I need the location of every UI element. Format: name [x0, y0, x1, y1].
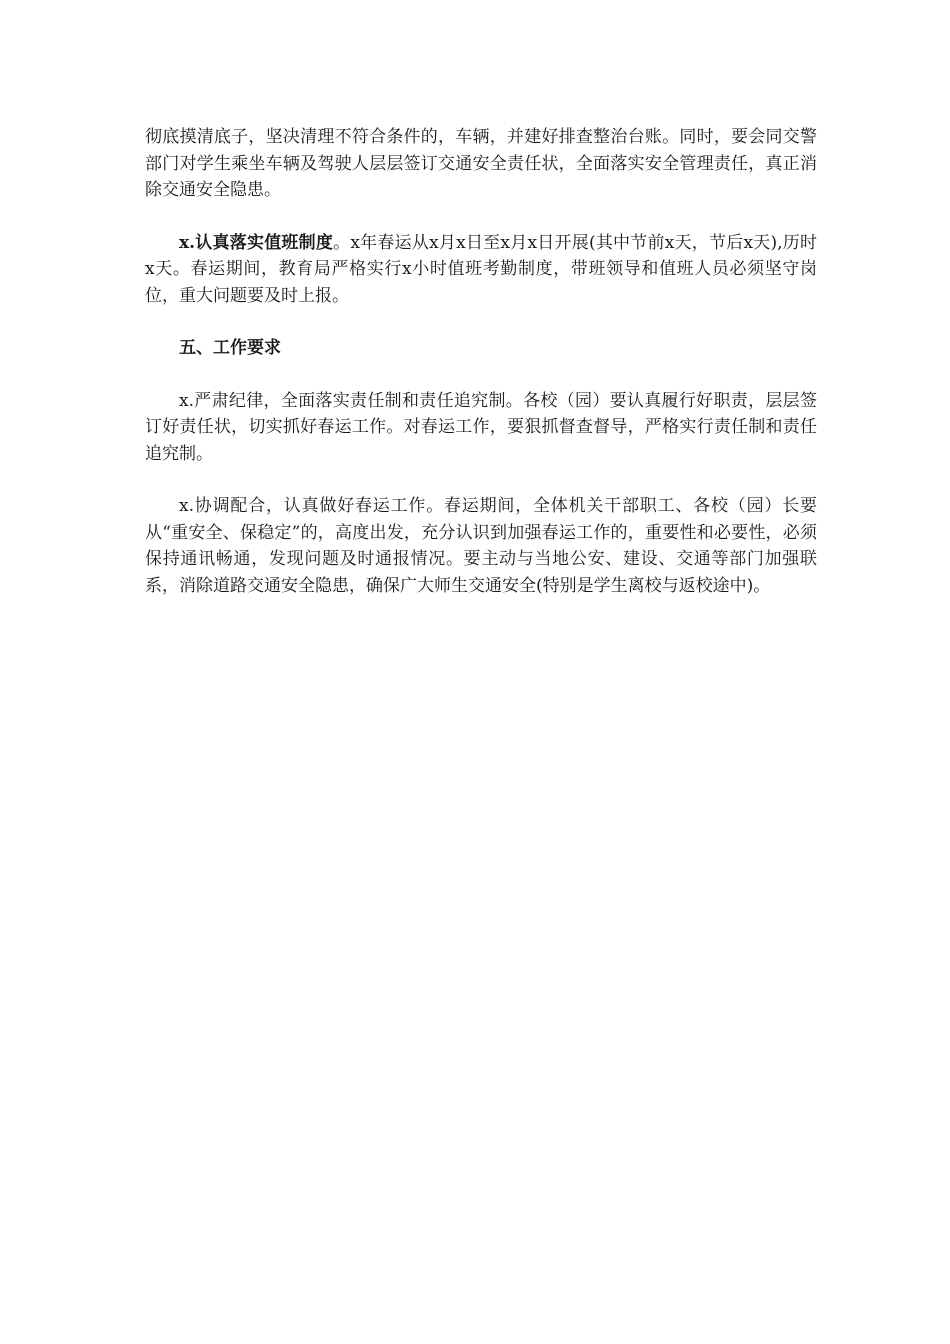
paragraph-gap [145, 362, 817, 388]
section-heading-work-requirements: 五、工作要求 [179, 338, 281, 358]
duty-system-body: 。x年春运从x月x日至x月x日开展(其中节前x天，节后x天),历时x天。春运期间，教育局严格实行x小时值班考勤制度，带班领导和值班人员必须坚守岗位，重大问题要及时上报。 [145, 232, 818, 306]
paragraph-duty-system [145, 230, 817, 310]
duty-system-lead: x.认真落实值班制度 [179, 232, 334, 253]
paragraph-coordination: x.协调配合，认真做好春运工作。春运期间，全体机关干部职工、各校（园）长要从“重安全、保稳定”的，高度出发，充分认识到加强春运工作的，重要性和必要性，必须保持通讯畅通，发现问题及时通报情况。要主动与当地公安、建设、交通等部门加强联系，消除道路交通安全隐患，确保广大师生交通安全(特别是学生离校与返校途中)。 [145, 496, 817, 596]
paragraph-gap [145, 309, 817, 335]
paragraph-discipline: x.严肃纪律，全面落实责任制和责任追究制。各校（园）要认真履行好职责，层层签订好责任状，切实抓好春运工作。对春运工作，要狠抓督查督导，严格实行责任制和责任追究制。 [145, 390, 817, 464]
paragraph-gap [145, 204, 817, 230]
document-page [145, 124, 817, 599]
paragraph-vehicle-inspection: 彻底摸清底子，坚决清理不符合条件的，车辆，并建好排查整治台账。同时，要会同交警部门对学生乘坐车辆及驾驶人层层签订交通安全责任状，全面落实安全管理责任，真正消除交通安全隐患。 [145, 127, 817, 200]
paragraph-gap [145, 467, 817, 493]
